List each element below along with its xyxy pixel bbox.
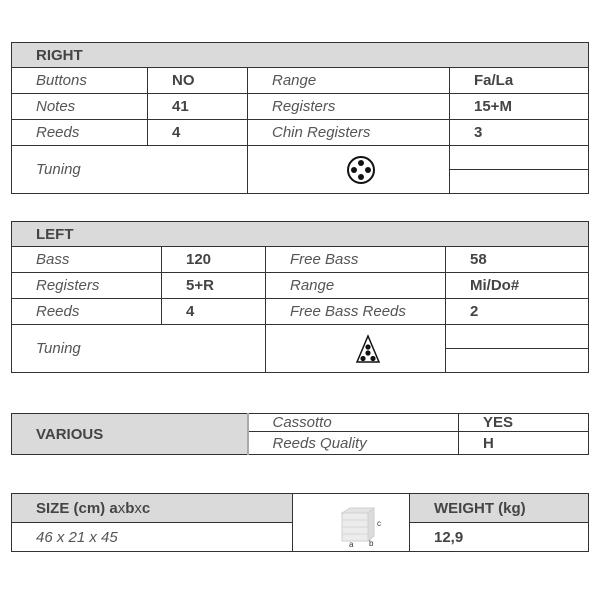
left-tuning-empty-bottom <box>446 349 589 373</box>
dim-label-a: a <box>349 539 354 547</box>
reed-triangle-icon <box>355 334 381 364</box>
left-label-registers: Registers <box>12 273 162 299</box>
left-label-free-bass-reeds: Free Bass Reeds <box>266 299 446 325</box>
weight-header: WEIGHT (kg) <box>410 494 589 523</box>
right-value-chin-registers: 3 <box>450 120 589 146</box>
right-tuning-empty-bottom <box>450 170 589 194</box>
left-table <box>11 221 589 373</box>
left-value-free-bass: 58 <box>446 247 589 273</box>
right-value-notes: 41 <box>148 94 248 120</box>
right-label-range: Range <box>248 68 450 94</box>
right-label-notes: Notes <box>12 94 148 120</box>
right-tuning-label: Tuning <box>12 146 248 194</box>
left-label-reeds: Reeds <box>12 299 162 325</box>
right-table <box>11 42 589 194</box>
right-value-buttons: NO <box>148 68 248 94</box>
left-label-free-bass: Free Bass <box>266 247 446 273</box>
left-value-free-bass-reeds: 2 <box>446 299 589 325</box>
left-label-bass: Bass <box>12 247 162 273</box>
left-header: LEFT <box>12 222 589 247</box>
size-x-1: x <box>117 499 126 517</box>
various-value-cassotto: YES <box>459 414 589 432</box>
size-label-c: c <box>141 499 151 517</box>
left-label-range: Range <box>266 273 446 299</box>
size-label-b: b <box>125 499 135 517</box>
dimension-diagram-cell <box>293 494 410 552</box>
size-weight-table <box>11 493 589 552</box>
dim-label-b: b <box>369 538 374 547</box>
right-label-registers: Registers <box>248 94 450 120</box>
left-value-bass: 120 <box>162 247 266 273</box>
left-value-range: Mi/Do# <box>446 273 589 299</box>
left-value-registers: 5+R <box>162 273 266 299</box>
weight-value: 12,9 <box>410 523 589 552</box>
right-tuning-empty-top <box>450 146 589 170</box>
left-tuning-icon-cell <box>266 325 446 373</box>
left-tuning-label: Tuning <box>12 325 266 373</box>
left-tuning-empty-top <box>446 325 589 349</box>
right-value-registers: 15+M <box>450 94 589 120</box>
right-label-buttons: Buttons <box>12 68 148 94</box>
size-header <box>12 494 293 523</box>
size-value: 46 x 21 x 45 <box>12 523 293 552</box>
size-label: SIZE (cm) a <box>36 499 118 517</box>
left-value-reeds: 4 <box>162 299 266 325</box>
various-header: VARIOUS <box>12 414 248 455</box>
various-label-reeds-quality: Reeds Quality <box>248 432 459 455</box>
size-x-2: x <box>134 499 142 517</box>
four-reed-circle-icon <box>346 155 376 185</box>
right-label-reeds: Reeds <box>12 120 148 146</box>
right-header: RIGHT <box>12 43 589 68</box>
various-label-cassotto: Cassotto <box>248 414 459 432</box>
right-value-range: Fa/La <box>450 68 589 94</box>
various-table <box>11 413 589 455</box>
accordion-dimensions-icon <box>328 499 398 547</box>
right-tuning-icon-cell <box>248 146 450 194</box>
right-label-chin-registers: Chin Registers <box>248 120 450 146</box>
dim-label-c: c <box>377 518 381 528</box>
various-value-reeds-quality: H <box>459 432 589 455</box>
right-value-reeds: 4 <box>148 120 248 146</box>
